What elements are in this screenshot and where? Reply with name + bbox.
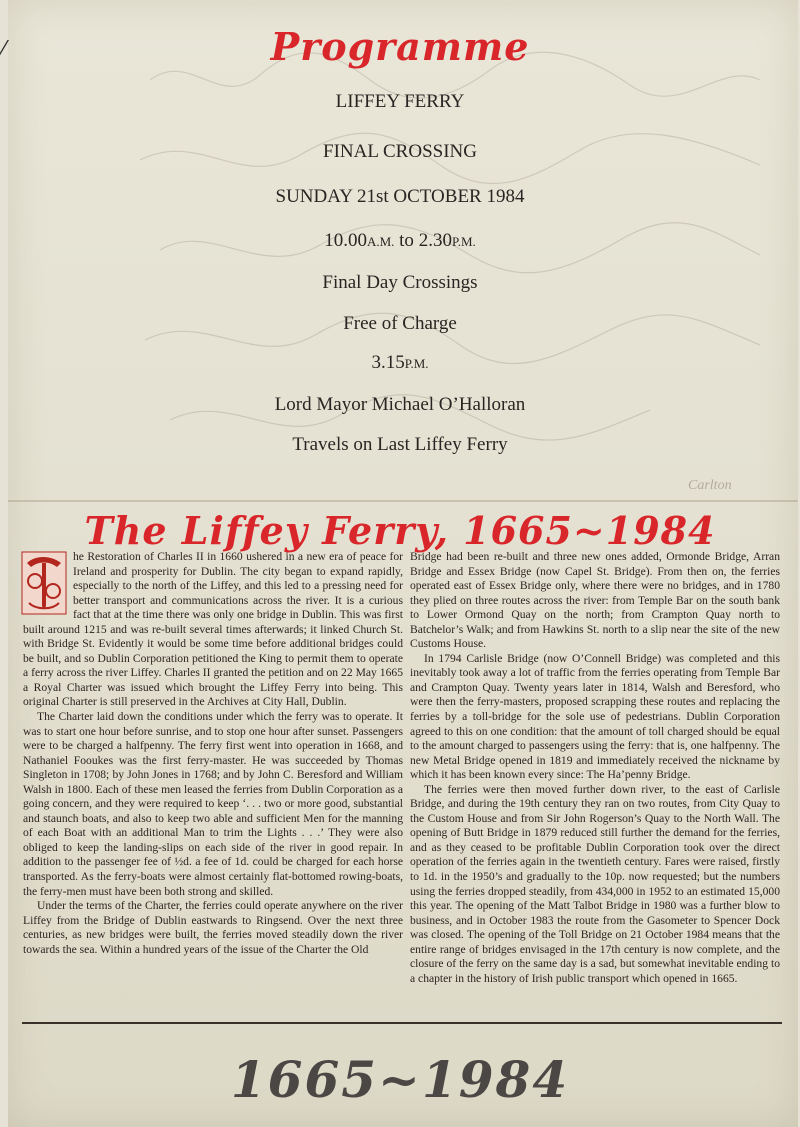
time-three-suffix: P.M.	[404, 356, 429, 371]
col1-paragraph-1: he Restoration of Charles II in 1660 ushered in a new era of peace for Ireland and prosperity for Dublin. The city began to expand rapidly, especially to the north of the Liffey, and this led to a pressing need for better transport and communications across the river. It is a curious fact that at the time there was only one bridge in Dublin. This was first built around 1215 and was re-built several times afterwards; it linked Church St. with Bridge St. Evidently it would be some time before additional bridges could be built, and so Dublin Corporation petitioned the King to permit them to operate a ferry across the river Liffey. Charles II granted the petition and on 22 May 1665 a Royal Charter was issued which brought the Liffey Ferry into being. This original Charter is still preserved in the Archives at City Hall, Dublin.	[23, 550, 403, 709]
programme-title: Programme	[270, 24, 530, 69]
article-column-2	[410, 550, 780, 986]
margin-mark: ⁄	[2, 36, 6, 60]
final-day-crossings: Final Day Crossings	[322, 272, 478, 293]
event-date: SUNDAY 21st OCTOBER 1984	[275, 186, 525, 207]
last-ferry-line: Travels on Last Liffey Ferry	[292, 434, 508, 455]
time-end: 2.30	[418, 230, 452, 251]
lord-mayor-line: Lord Mayor Michael O’Halloran	[274, 394, 526, 415]
footer-years: 1665~1984	[230, 1050, 570, 1109]
free-of-charge: Free of Charge	[343, 313, 457, 334]
time-start: 10.00	[324, 230, 367, 251]
ornamental-dropcap-t	[21, 551, 67, 615]
article-title: The Liffey Ferry, 1665~1984	[84, 508, 716, 553]
col2-paragraph-2: In 1794 Carlisle Bridge (now O’Connell Bridge) was completed and this inevitably took away a lot of traffic from the ferries operating from Temple Bar and Crampton Quay. Twenty years later in 1814, Walsh and Beresford, who were then the ferry-masters, proposed scrapping these routes and replacing the ferries by a toll-bridge for the sole use of pedestrians. Dublin Corporation agreed to this on one condition: that the amount of toll charged should be equal to the amount charged to passengers using the ferry: that is, one halfpenny. The new Metal Bridge opened in 1819 and immediately received the nickname by which it has been known every since: The Ha’penny Bridge.	[410, 651, 780, 782]
event-time-range	[0, 230, 800, 252]
col1-paragraph-2: The Charter laid down the conditions under which the ferry was to operate. It was to start one hour before sunrise, and to stop one hour after sunset. Passengers were to be charged a halfpenny. The ferry first went into operation in 1668, and Nathaniel Fooukes was the first ferry-master. He was succeeded by Thomas Singleton in 1708; by John Jones in 1768; and by John C. Beresford and William Walsh in 1800. Each of these men leased the ferries from Dublin Corporation as a going concern, and they were required to keep ‘. . . two or more good, substantial and staunch boats, and also to keep two able and sufficient Men for the manning of each Boat with an additional Man to trim the Lights . . .’ They were also obliged to keep the landing-slips on each side of the river in good repair. In addition to the passenger fee of ½d. a fee of 1d. could be charged for each horse transported. As the ferry-boats were almost certainly flat-bottomed rowing-boats, the ferry-men must have been both strong and skilled.	[23, 710, 403, 898]
article-column-1	[23, 550, 403, 957]
time-three: 3.15	[371, 352, 405, 373]
col1-paragraph-3: Under the terms of the Charter, the ferries could operate anywhere on the river Liffey from the Bridge of Dublin eastwards to Ringsend. Over the next three centuries, as new bridges were built, the ferries moved steadily down the river towards the sea. Within a hundred years of the issue of the Charter the Old	[23, 899, 403, 956]
bottom-rule	[22, 1022, 782, 1024]
col2-paragraph-1: Bridge had been re-built and three new ones added, Ormonde Bridge, Arran Bridge and Essex Bridge (now Capel St. Bridge). From then on, the ferries operated east of Essex Bridge only, where there were no bridges, and in 1780 they plied on three routes across the river: from Temple Bar on the south bank to Lower Ormond Quay on the north; from Crampton Quay north to Batchelor’s Walk; and from Hawkins St. north to a slip near the site of the new Customs House.	[410, 550, 780, 651]
event-name: LIFFEY FERRY	[335, 91, 465, 112]
time-end-suffix: P.M.	[451, 234, 476, 249]
col2-paragraph-3: The ferries were then moved further down river, to the east of Carlisle Bridge, and during the 19th century they ran on two routes, from City Quay to the Custom House and from Sir John Rogerson’s Quay to the North Wall. The opening of Butt Bridge in 1879 reduced still further the demand for the ferries, and as they ceased to be profitable Dublin Corporation took over the direct operation of the ferries again in the twentieth century. Fares were raised, firstly to 1d. in the 1950’s and gradually to the 10p. now requested; but the numbers using the ferries dropped steadily, from 434,000 in 1952 to an estimated 15,000 this year. The opening of the Matt Talbot Bridge in 1980 was a further blow to business, and in October 1983 the route from the Gasometer to Spencer Dock was closed. The opening of the Toll Bridge on 21 October 1984 means that the entire range of bridges envisaged in the 17th century is now complete, and the closure of the ferry on the same day is a sad, but somewhat inevitable ending to a chapter in the history of Irish public transport which opened in 1665.	[410, 782, 780, 985]
mayor-crossing-time	[0, 352, 800, 374]
time-start-suffix: A.M.	[366, 234, 395, 249]
signature: Carlton	[688, 478, 732, 493]
time-to: to	[399, 230, 414, 251]
page-fold	[8, 500, 798, 502]
event-subtitle: FINAL CROSSING	[323, 141, 477, 162]
